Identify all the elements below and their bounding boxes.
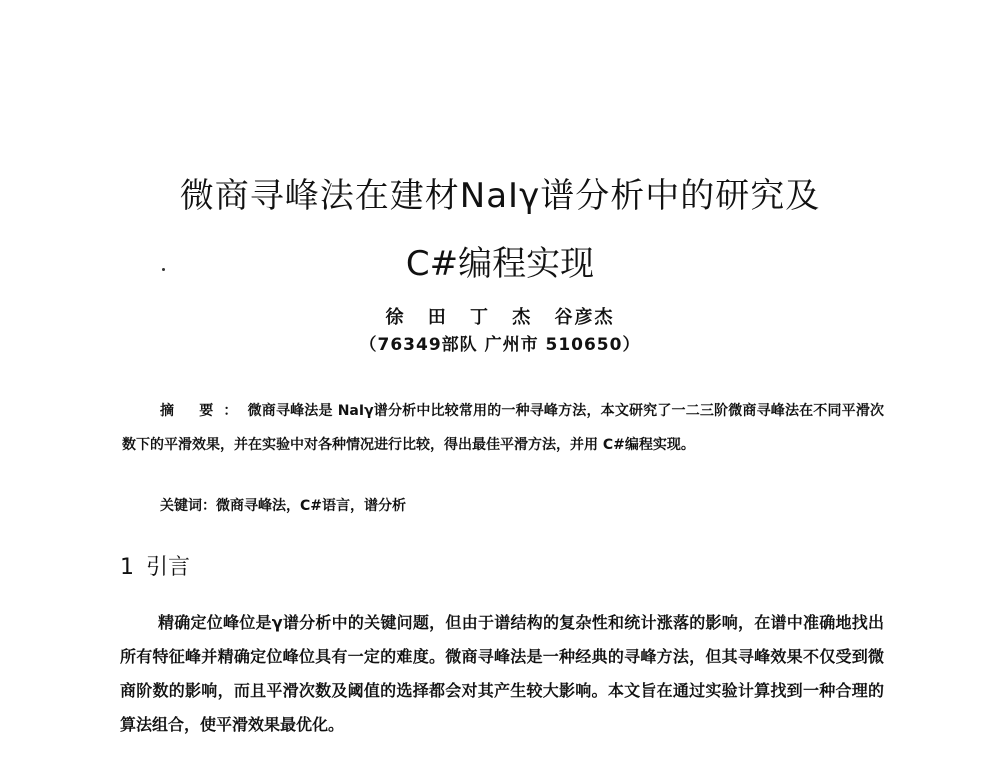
paper-title-line2: C#编程实现	[405, 244, 595, 284]
abstract-block	[122, 394, 884, 462]
keywords-text: 微商寻峰法，C#语言，谱分析	[216, 498, 407, 514]
scan-speck	[162, 268, 165, 271]
section-title: 引言	[146, 555, 191, 580]
abstract-label: 摘 要：	[160, 403, 248, 419]
keywords-label: 关键词：	[160, 498, 216, 514]
author-affiliation: （76349部队 广州市 510650）	[359, 335, 641, 355]
paper-title-line1: 微商寻峰法在建材NaIγ谱分析中的研究及	[179, 176, 821, 216]
section-number: 1	[120, 555, 134, 580]
body-paragraph: 精确定位峰位是γ谱分析中的关键问题，但由于谱结构的复杂性和统计涨落的影响，在谱中准确地找出所有特征峰并精确定位峰位具有一定的难度。微商寻峰法是一种经典的寻峰方法，但其寻峰效果不仅受到微商阶数的影响，而且平滑次数及阈值的选择都会对其产生较大影响。本文旨在通过实验计算找到一种合理的算法组合，使平滑效果最优化。	[120, 613, 884, 734]
section-heading	[120, 550, 190, 581]
author-list: 徐 田 丁 杰 谷彦杰	[385, 307, 615, 328]
abstract-text: 微商寻峰法是 NaIγ谱分析中比较常用的一种寻峰方法，本文研究了一二三阶微商寻峰法在不同平滑次数下的平滑效果，并在实验中对各种情况进行比较，得出最佳平滑方法，并用 C#编程实现。	[122, 403, 885, 453]
keywords-block	[160, 495, 406, 515]
